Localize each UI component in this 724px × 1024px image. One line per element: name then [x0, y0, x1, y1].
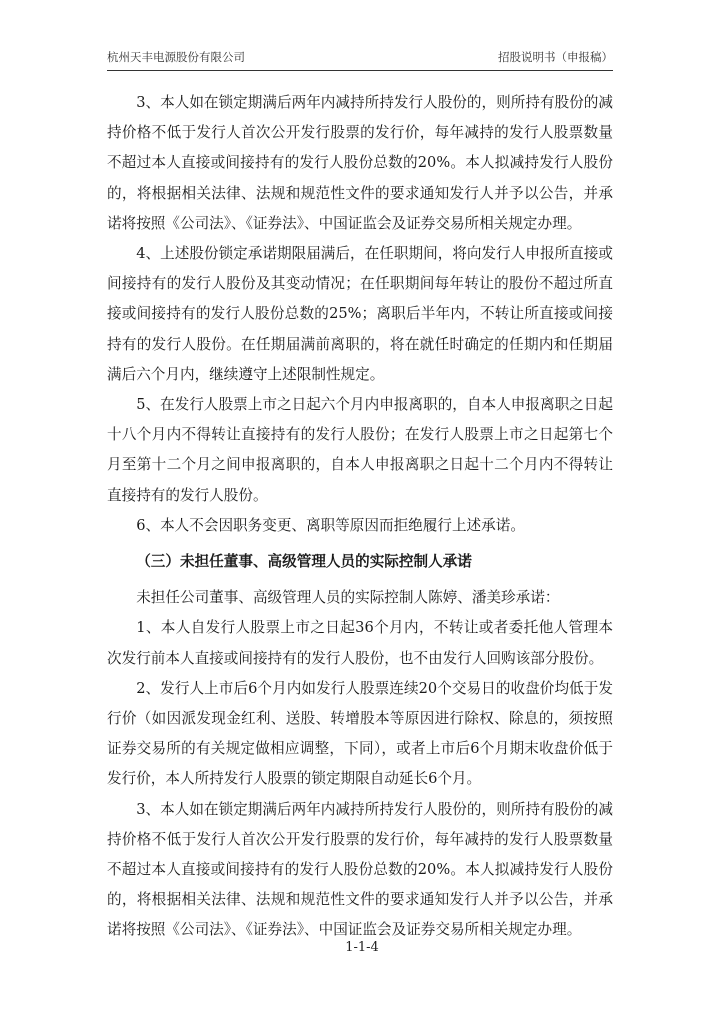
paragraph-36-month-lockup: 1、本人自发行人股票上市之日起36个月内，不转让或者委托他人管理本次发行前本人直接或间接持有的发行人股份，也不由发行人回购该部分股份。: [107, 619, 613, 667]
paragraph-tenure-restriction: 4、上述股份锁定承诺期限届满后，在任职期间，将向发行人申报所直接或间接持有的发行人股份及其变动情况；在任职期间每年转让的股份不超过所直接或间接持有的发行人股份总数的25%；离职后半年内，不转让所直接或间接持有的发行人股份。在任期届满前离职的，将在就任时确定的任期内和任期届满后六个月内，继续遵守上述限制性规定。: [107, 245, 613, 383]
header-company-name: 杭州天丰电源股份有限公司: [107, 50, 245, 64]
paragraph-lockup-reduction-1: 3、本人如在锁定期满后两年内减持所持发行人股份的，则所持有股份的减持价格不低于发行人首次公开发行股票的发行价，每年减持的发行人股票数量不超过本人直接或间接持有的发行人股份总数的20%。本人拟减持发行人股份的，将根据相关法律、法规和规范性文件的要求通知发行人并予以公告，并承诺将按照《公司法》、《证券法》、中国证监会及证券交易所相关规定办理。: [107, 94, 613, 232]
document-body: [107, 88, 613, 946]
header-document-title: 招股说明书（申报稿）: [498, 50, 613, 64]
paragraph-resignation-restriction: 5、在发行人股票上市之日起六个月内申报离职的，自本人申报离职之日起十八个月内不得转让直接持有的发行人股份；在发行人股票上市之日起第七个月至第十二个月之间申报离职的，自本人申报离职之日起十二个月内不得转让直接持有的发行人股份。: [107, 396, 613, 504]
header-divider: [107, 70, 613, 71]
page-number: 1-1-4: [345, 940, 379, 955]
paragraph-lockup-reduction-2: 3、本人如在锁定期满后两年内减持所持发行人股份的，则所持有股份的减持价格不低于发行人首次公开发行股票的发行价，每年减持的发行人股票数量不超过本人直接或间接持有的发行人股份总数的20%。本人拟减持发行人股份的，将根据相关法律、法规和规范性文件的要求通知发行人并予以公告，并承诺将按照《公司法》、《证券法》、中国证监会及证券交易所相关规定办理。: [107, 800, 613, 939]
paragraph-price-extension: 2、发行人上市后6个月内如发行人股票连续20个交易日的收盘价均低于发行价（如因派发现金红利、送股、转增股本等原因进行除权、除息的，须按照证券交易所的有关规定做相应调整，下同），或者上市后6个月期末收盘价低于发行价，本人所持发行人股票的锁定期限自动延长6个月。: [107, 679, 613, 788]
section-heading: （三）未担任董事、高级管理人员的实际控制人承诺: [136, 553, 472, 571]
paragraph-commitment-fulfillment: 6、本人不会因职务变更、离职等原因而拒绝履行上述承诺。: [136, 516, 525, 534]
page-header: [107, 50, 613, 68]
paragraph-controller-intro: 未担任公司董事、高级管理人员的实际控制人陈婷、潘美珍承诺：: [136, 589, 560, 607]
